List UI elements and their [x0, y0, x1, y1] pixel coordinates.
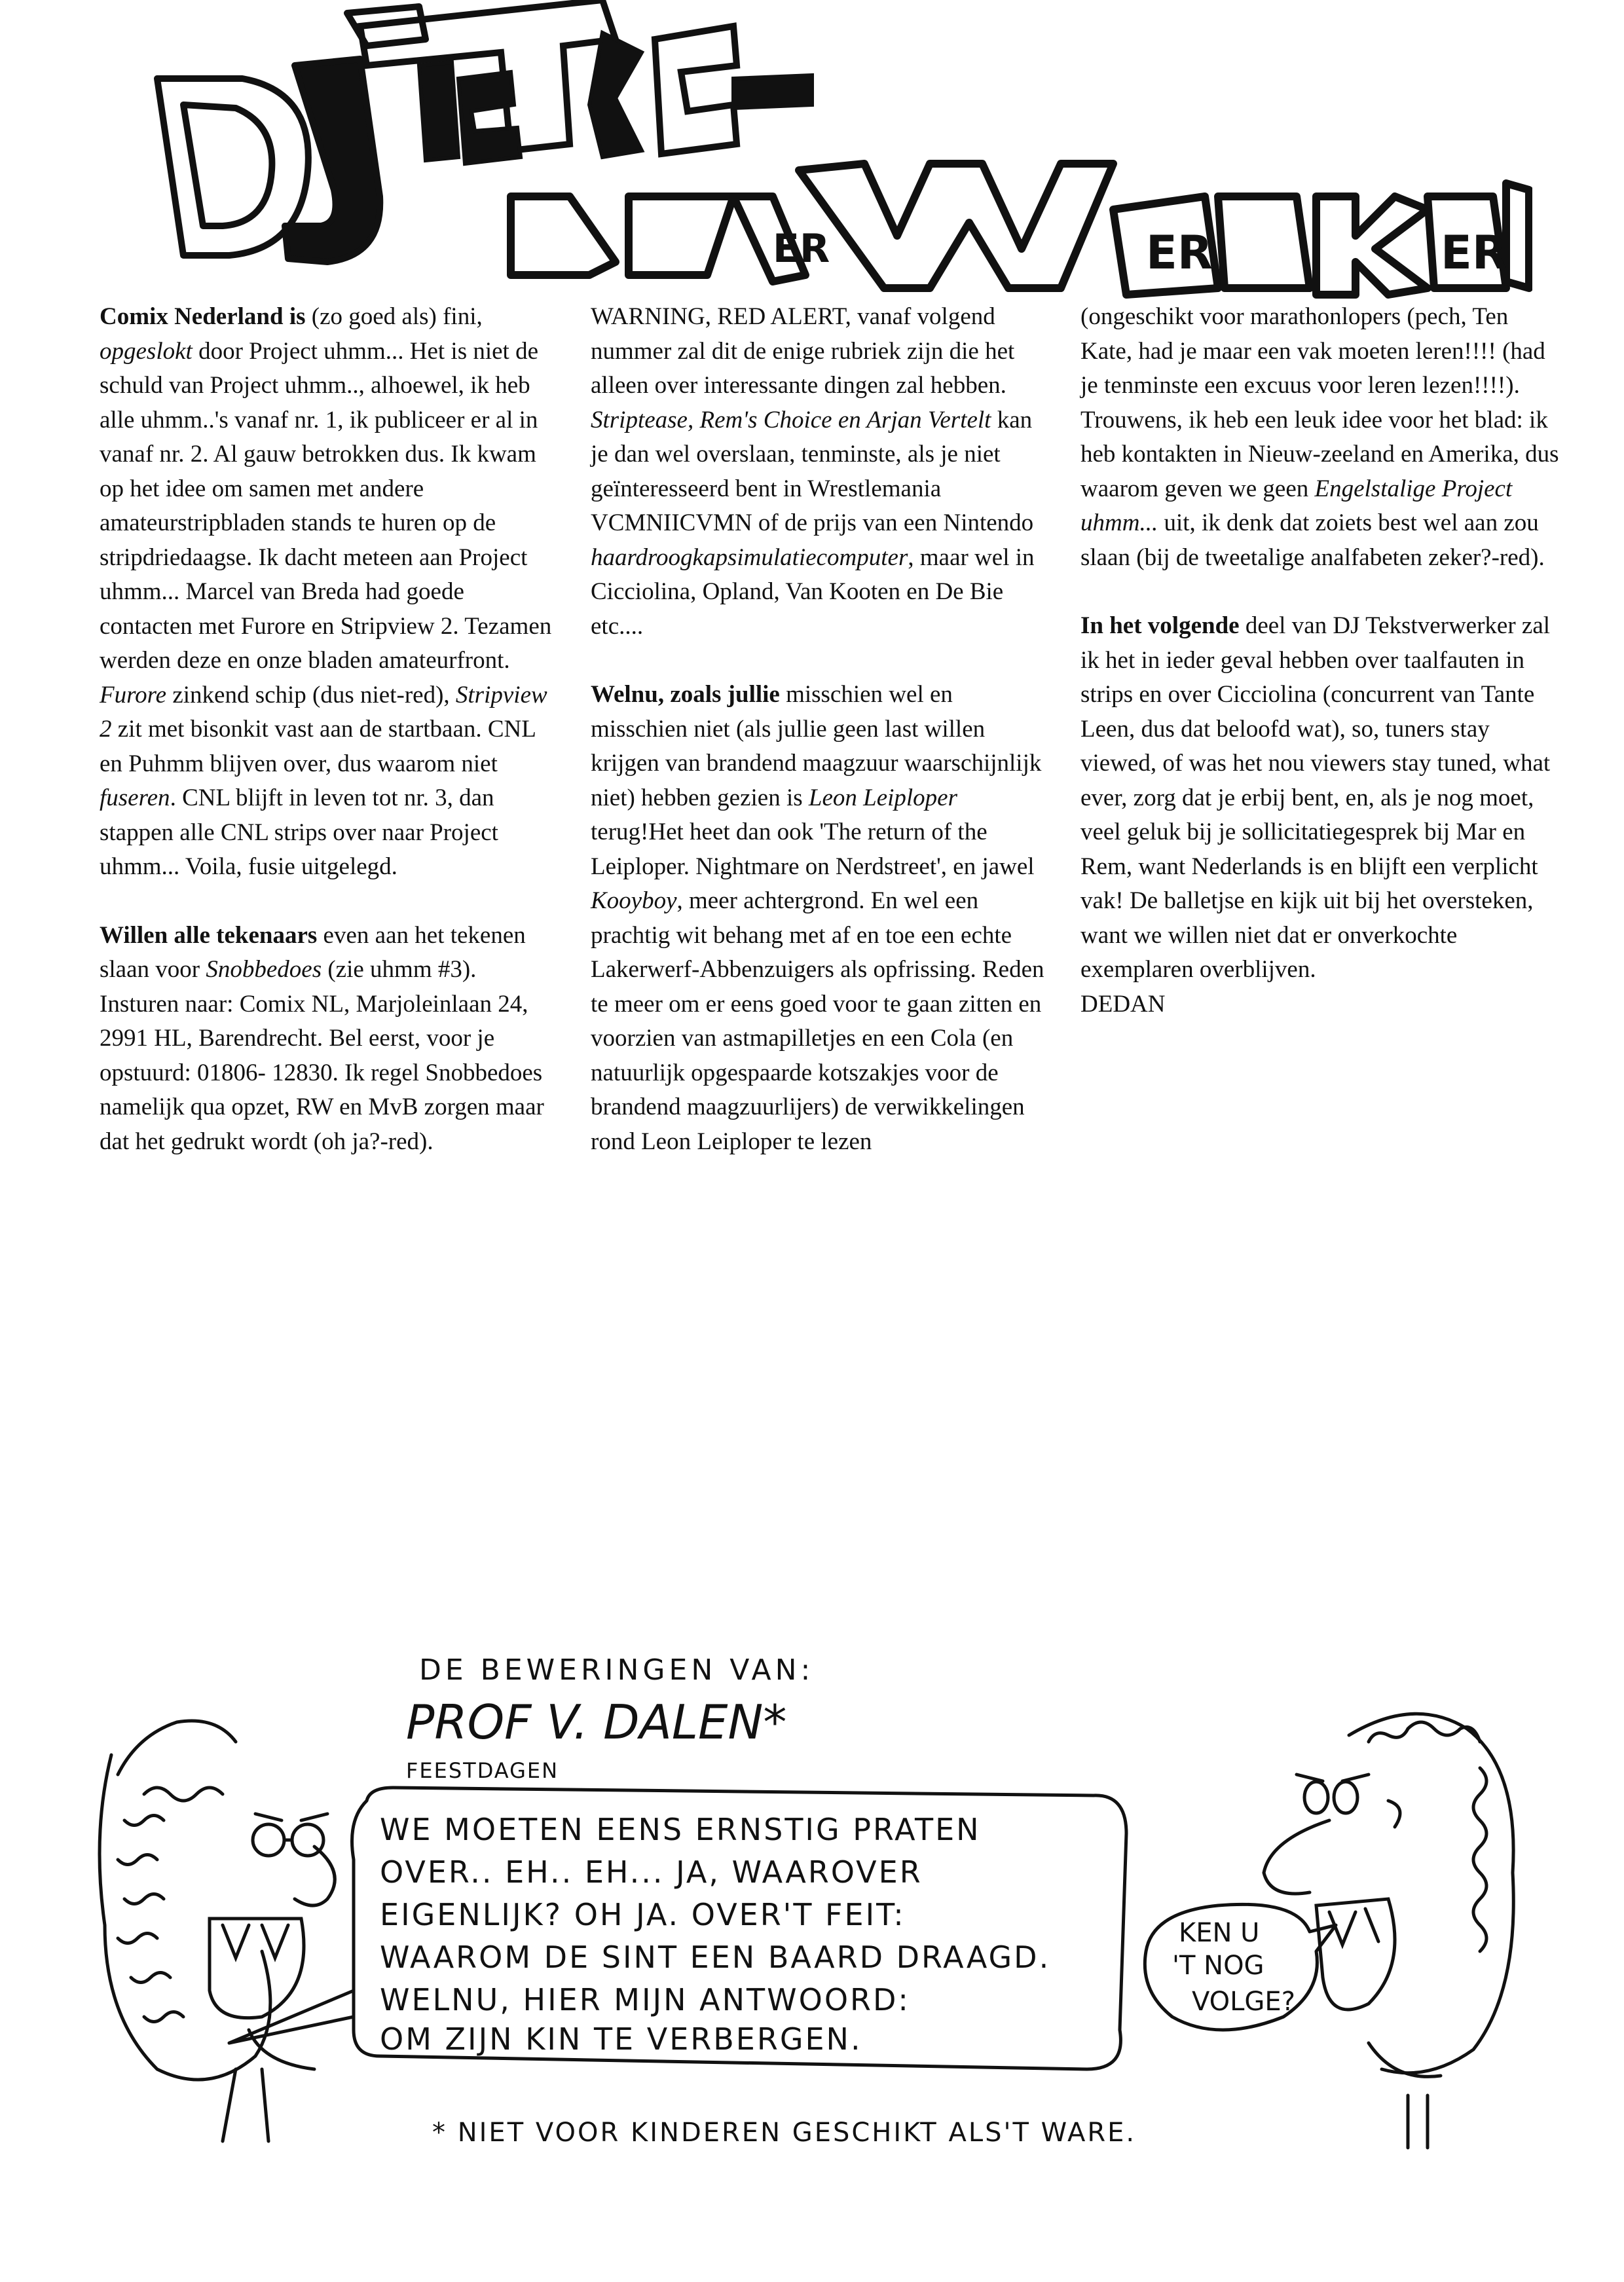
bubble2-line-2: 'T NOG [1172, 1951, 1264, 1981]
masthead-er-text: ER [773, 226, 830, 272]
bubble1-line-5: WELNU, HIER MIJN ANTWOORD: [380, 1982, 910, 2017]
masthead-line2: VERWERKER [151, 8, 155, 9]
col2-p2-c: , meer achtergrond. En wel een prachtig wit behang met af en toe een echte Lakerwerf-Abbenzuigers als opfrissing. Reden te meer om er eens goed voor te gaan zitten en voorzien van astmapilletjes en een Cola (en natuurlijk opgespaarde kotszakjes voor de brandend maagzuurlijers) de verwikkelingen rond Leon Leiploper te lezen [591, 887, 1044, 1155]
col2-p1-i2: haardroogkapsimulatiecomputer [591, 543, 908, 571]
speech-bubble-main-text [380, 1812, 1050, 2057]
masthead-er-text-2: ER [1146, 226, 1213, 280]
cartoon [65, 1624, 1585, 2174]
col1-p1-b: door Project uhmm... Het is niet de schuld van Project uhmm.., alhoewel, ik heb alle uhmm..'s vanaf nr. 1, ik publiceer er al in vanaf nr. 2. Al gauw betrokken dus. Ik kwam op het idee om samen met andere amateurstripbladen stands te huren op de stripdriedaagse. Ik dacht meteen aan Project uhmm... Marcel van Breda had goede contacten met Furore en Stripview 2. Tezamen werden deze en onze bladen amateurfront. [100, 337, 552, 674]
column-3 [1080, 300, 1565, 1056]
bubble1-line-6: OM ZIJN KIN TE VERBERGEN. [380, 2021, 862, 2057]
col2-p2-i2: Kooyboy [591, 887, 677, 914]
col1-p1-i1: opgeslokt [100, 337, 193, 365]
col3-p1-b: uit, ik denk dat zoiets best wel aan zou slaan (bij de tweetalige analfabeten zeker?-red). [1080, 509, 1545, 571]
col2-p1-c: , maar wel in Cicciolina, Opland, Van Kooten en De Bie etc.... [591, 543, 1035, 640]
col1-p1-d: zit met bisonkit vast aan de startbaan. CNL en Puhmm blijven over, dus waarom niet [100, 716, 536, 777]
masthead-er-text-3: ER [1441, 226, 1507, 280]
col1-p1-i3: Stripview 2 [100, 681, 547, 743]
bubble2-line-1: KEN U [1179, 1918, 1260, 1948]
col1-p1-lead: Comix Nederland is [100, 303, 306, 330]
masthead [144, 0, 1532, 308]
col3-signature: DEDAN [1080, 990, 1166, 1018]
listener-figure [1264, 1714, 1513, 2148]
speech-bubble-small-text [1172, 1918, 1295, 2017]
col2-paragraph-2 [591, 678, 1049, 1159]
col3-p2-a: deel van DJ Tekstverwerker zal ik het in ieder geval hebben over taalfauten in strips en over Cicciolina (concurrent van Tante Leen, dus dat beloofd wat), so, tuners stay viewed, of was het nou viewers stay tuned, what ever, zorg dat je erbij bent, en, als je nog moet, veel geluk bij je sollicitatiegesprek bij Mar en Rem, want Nederlands is en blijft een verplicht vak! De balletjse en kijk uit bij het oversteken, want we willen niet dat er onverkochte exemplaren overblijven. [1080, 612, 1551, 983]
cartoon-drawing [65, 1624, 1585, 2174]
col3-p1-i1: Engelstalige Project uhmm... [1080, 475, 1513, 536]
professor-figure [100, 1721, 335, 2141]
col3-p2-lead: In het volgende [1080, 612, 1240, 639]
bubble1-line-2: OVER.. EH.. EH... JA, WAAROVER [380, 1854, 923, 1890]
col1-paragraph-2 [100, 919, 558, 1160]
bubble1-line-1: WE MOETEN EENS ERNSTIG PRATEN [380, 1812, 981, 1847]
col2-p2-b: terug!Het heet dan ook 'The return of the Leiploper. Nightmare on Nerdstreet', en jawel [591, 819, 1035, 880]
col2-p1-b: kan je dan wel overslaan, tenminste, als je niet geïnteresseerd bent in Wrestlemania VCMNIICVMN of de prijs van een Nintendo [591, 406, 1034, 536]
masthead-lettering [144, 0, 1532, 308]
col3-paragraph-1 [1080, 300, 1565, 575]
bubble1-line-3: EIGENLIJK? OH JA. OVER'T FEIT: [380, 1897, 906, 1932]
cartoon-heading-1: DE BEWERINGEN VAN: [419, 1653, 815, 1687]
cartoon-heading-3: FEESTDAGEN [406, 1758, 559, 1783]
col1-p2-a: even aan het tekenen slaan voor [100, 921, 526, 983]
col1-p2-lead: Willen alle tekenaars [100, 921, 318, 949]
column-1 [100, 300, 558, 1193]
col2-p2-a: misschien wel en misschien niet (als jullie geen last willen krijgen van brandend maagzuur waarschijnlijk niet) hebben gezien is [591, 681, 1042, 811]
bubble1-line-4: WAAROM DE SINT EEN BAARD DRAAGD. [380, 1940, 1051, 1975]
masthead-tekst-shape [360, 0, 812, 164]
col1-p1-c: zinkend schip (dus niet-red), [166, 681, 456, 709]
col3-paragraph-2 [1080, 609, 1565, 1021]
col1-p2-b: (zie uhmm #3). Insturen naar: Comix NL, Marjoleinlaan 24, 2991 HL, Barendrecht. Bel eerst, voor je opstuurd: 01806- 12830. Ik regel Snobbedoes namelijk qua opzet, RW en MvB zorgen maar dat het gedrukt wordt (oh ja?-red). [100, 956, 544, 1155]
col1-p2-i1: Snobbedoes [206, 956, 322, 983]
col1-paragraph-1 [100, 300, 558, 885]
col2-p2-lead: Welnu, zoals jullie [591, 681, 780, 708]
col1-p1-e: . CNL blijft in leven tot nr. 3, dan stappen alle CNL strips over naar Project uhmm... Voila, fusie uitgelegd. [100, 784, 498, 880]
col2-p1-i1: Striptease, Rem's Choice en Arjan Vertelt [591, 406, 991, 433]
cartoon-footnote: * NIET VOOR KINDEREN GESCHIKT ALS'T WARE. [432, 2118, 1137, 2148]
cartoon-heading-2: PROF V. DALEN* [406, 1695, 787, 1750]
col2-p1-a: WARNING, RED ALERT, vanaf volgend nummer zal dit de enige rubriek zijn die het alleen over interessante dingen zal hebben. [591, 303, 1015, 399]
masthead-verwerker-shape [511, 164, 1529, 295]
col1-p1-a: (zo goed als) fini, [305, 303, 483, 330]
bubble2-line-3: VOLGE? [1192, 1987, 1295, 2017]
masthead-dj-shape [157, 7, 426, 262]
col1-p1-i2: Furore [100, 681, 167, 709]
col2-paragraph-1 [591, 300, 1049, 644]
col1-p1-i4: fuseren [100, 784, 170, 811]
column-2 [591, 300, 1049, 1193]
col2-p2-i1: Leon Leiploper [808, 784, 958, 811]
col3-p1-a: (ongeschikt voor marathonlopers (pech, Ten Kate, had je maar een vak moeten leren!!!! (had je tenminste een excuus voor leren lezen!!!!). Trouwens, ik heb een leuk idee voor het blad: ik heb kontakten in Nieuw-zeeland en Amerika, dus waarom geven we geen [1080, 303, 1559, 502]
